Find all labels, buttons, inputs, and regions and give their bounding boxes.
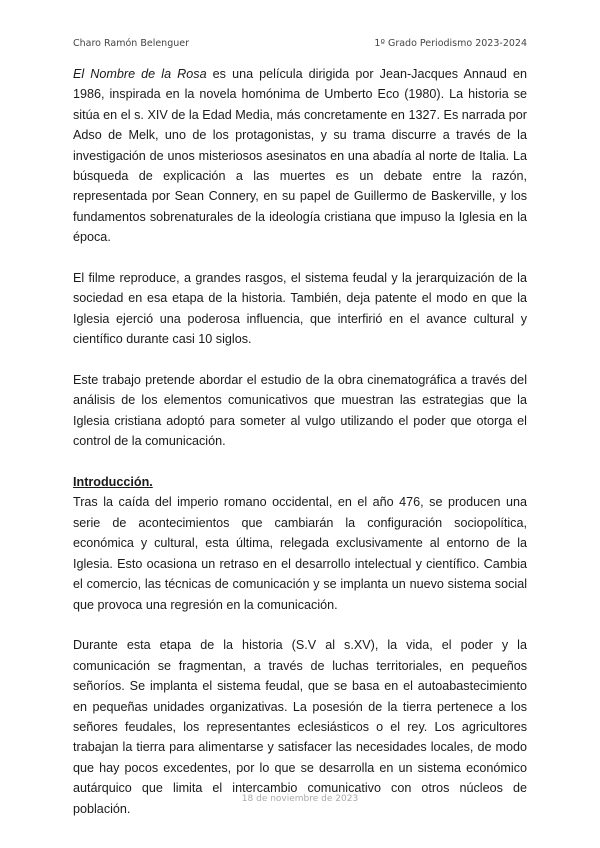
document-body [73, 64, 527, 819]
paragraph-intro [73, 64, 527, 248]
header-author: Charo Ramón Belenguer [73, 37, 189, 49]
film-title: El Nombre de la Rosa [73, 67, 207, 81]
section-heading-introduccion: Introducción. [73, 475, 153, 490]
paragraph-historical-context: Tras la caída del imperio romano occidental, en el año 476, se producen una serie de acontecimientos que cambiarán la configuración sociopolítica, económica y cultural, esta última, relegada exclusivamente al entorno de la Iglesia. Esto ocasiona un retraso en el desarrollo intelectual y científico. Cambia el comercio, las técnicas de comunicación y se implanta un nuevo sistema social que provoca una regresión en la comunicación. [73, 495, 527, 612]
header-course: 1º Grado Periodismo 2023-2024 [374, 37, 527, 49]
page-header [73, 36, 527, 50]
paragraph-feudal-system: El filme reproduce, a grandes rasgos, el sistema feudal y la jerarquización de la sociedad en esa etapa de la historia. También, deja patente el modo en que la Iglesia ejerció una poderosa influencia, que interfirió en el avance cultural y científico durante casi 10 siglos. [73, 271, 527, 347]
paragraph-feudal-economy: Durante esta etapa de la historia (S.V al s.XV), la vida, el poder y la comunicación se fragmentan, a través de luchas territoriales, en pequeños señoríos. Se implanta el sistema feudal, que se basa en el autoabastecimiento en pequeñas unidades organizativas. La posesión de la tierra pertenece a los señores feudales, los representantes eclesiásticos o el rey. Los agricultores trabajan la tierra para alimentarse y satisfacer las necesidades locales, de modo que hay pocos excedentes, por lo que se desarrolla en un sistema económico autárquico que limita el intercambio comunicativo con otros núcleos de población. [73, 638, 527, 816]
page-footer-date: 18 de noviembre de 2023 [241, 794, 359, 804]
paragraph-intro-text: es una película dirigida por Jean-Jacques Annaud en 1986, inspirada en la novela homónima de Umberto Eco (1980). La historia se sitúa en el s. XIV de la Edad Media, más concretamente en 1327. Es narrada por Adso de Melk, uno de los protagonistas, y su trama discurre a través de la investigación de unos misteriosos asesinatos en una abadía al norte de Italia. La búsqueda de explicación a las muertes es un debate entre la razón, representada por Sean Connery, en su papel de Guillermo de Baskerville, y los fundamentos sobrenaturales de la ideología cristiana que impuso la Iglesia en la época. [73, 67, 527, 245]
paragraph-objective: Este trabajo pretende abordar el estudio de la obra cinematográfica a través del análisis de los elementos comunicativos que muestran las estrategias que la Iglesia cristiana adoptó para someter al vulgo utilizando el poder que otorga el control de la comunicación. [73, 373, 527, 449]
